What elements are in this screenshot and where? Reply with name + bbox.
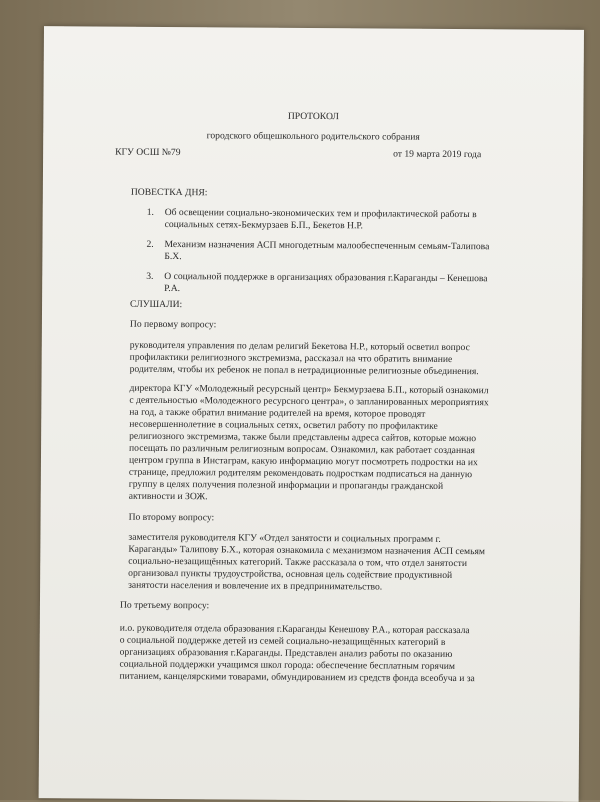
- q2-p1-line: заместителя руководителя КГУ «Отдел занятости и социальных программ г.: [128, 531, 441, 545]
- q1-p1-line: руководителя управления по делам религий Бекетова Н.Р., который осветил вопрос: [129, 339, 470, 354]
- question-2-label: По второму вопросу:: [128, 511, 215, 524]
- agenda-item-1-line1: Об освещении социально-экономических тем и профилактической работы в: [164, 206, 477, 221]
- q1-p2-line: несовершеннолетние в социальных сетях, осветил работу по профилактике: [129, 418, 438, 432]
- agenda-item-2-line1: Механизм назначения АСП многодетным малообеспеченным семьям-Талипова: [164, 238, 490, 253]
- question-3-label: По третьему вопросу:: [119, 599, 210, 612]
- q1-p2-line: странице, предложил родителям рекомендовать подросткам подписаться на данную: [128, 466, 473, 481]
- doc-subtitle: городского общешкольного родительского собрания: [206, 130, 420, 143]
- q2-p1-line: Караганды» Талипову Б.Х., которая ознакомила с механизмом назначения АСП семьям: [128, 543, 486, 558]
- q3-p1-line: и.о. руководителя отдела образования г.Караганды Кенешову Р.А., которая рассказала: [119, 622, 470, 637]
- q1-p2-line: на год, а также обратил внимание родителей на время, которое проводят: [129, 406, 426, 420]
- org-name: КГУ ОСШ №79: [115, 146, 181, 159]
- q1-p1-line: родителям, чтобы их ребенок не попал в нетрадиционные религиозные объединения.: [129, 363, 479, 378]
- q1-p2-line: группу в целях получения полезной информации и пропаганды гражданской: [128, 478, 444, 492]
- agenda-heading: ПОВЕСТКА ДНЯ:: [130, 186, 208, 199]
- question-1-label: По первому вопросу:: [129, 318, 217, 331]
- agenda-num-3: 3.: [146, 270, 154, 282]
- q2-p1-line: организовал пункты трудоустройства, основная цель содействие продуктивной: [128, 567, 453, 581]
- q1-p2-line: активности и ЗОЖ.: [128, 490, 208, 503]
- q2-p1-line: занятости населения и вовлечение их в предпринимательство.: [128, 579, 383, 593]
- q1-p2-line: посещать по различным религиозным вопросам. Ознакомил, как работает созданная: [129, 442, 475, 457]
- q3-p1-line: о социальной поддержке детей из семей социально-незащищённых категорий в: [119, 634, 446, 648]
- document-page: [39, 26, 584, 802]
- q1-p1-line: профилактики религиозного экстремизма, рассказал на что обратить внимание: [129, 351, 453, 365]
- q1-p2-line: религиозного экстремизма, также были представлены адреса сайтов, которые можно: [129, 430, 477, 445]
- doc-title: ПРОТОКОЛ: [287, 110, 339, 123]
- agenda-item-1-line2: социальных сетях-Бекмурзаев Б.П., Бекетов Н.Р.: [164, 218, 363, 232]
- q3-p1-line: социальной поддержки учащимся школ города: обеспечение бесплатным горячим: [119, 658, 456, 672]
- agenda-item-2-line2: Б.Х.: [164, 250, 182, 263]
- q3-p1-line: организациях образования г.Караганды. Представлен анализ работы по оказанию: [119, 646, 453, 660]
- q3-p1-line: питанием, канцелярскими товарами, обмундированием из средств фонда всеобуча и за: [119, 670, 475, 685]
- agenda-item-3-line2: Р.А.: [164, 282, 181, 295]
- agenda-num-1: 1.: [146, 206, 154, 218]
- heard-heading: СЛУШАЛИ:: [130, 298, 183, 311]
- agenda-num-2: 2.: [146, 238, 154, 250]
- doc-date: от 19 марта 2019 года: [393, 148, 482, 161]
- q2-p1-line: социально-незащищённых категорий. Также рассказала о том, что отдел занятости: [128, 555, 468, 570]
- q1-p2-line: центром группа в Инстаграм, какую информацию могут посмотреть подростки на их: [128, 454, 478, 469]
- q1-p2-line: с деятельностью «Молодежного ресурсного центра», о запланированных мероприятиях: [129, 394, 489, 409]
- q1-p2-line: директора КГУ «Молодежный ресурсный центр» Бекмурзаева Б.П., который ознакомил: [129, 382, 489, 397]
- agenda-item-3-line1: О социальной поддержке в организациях образования г.Караганды – Кенешова: [164, 270, 488, 285]
